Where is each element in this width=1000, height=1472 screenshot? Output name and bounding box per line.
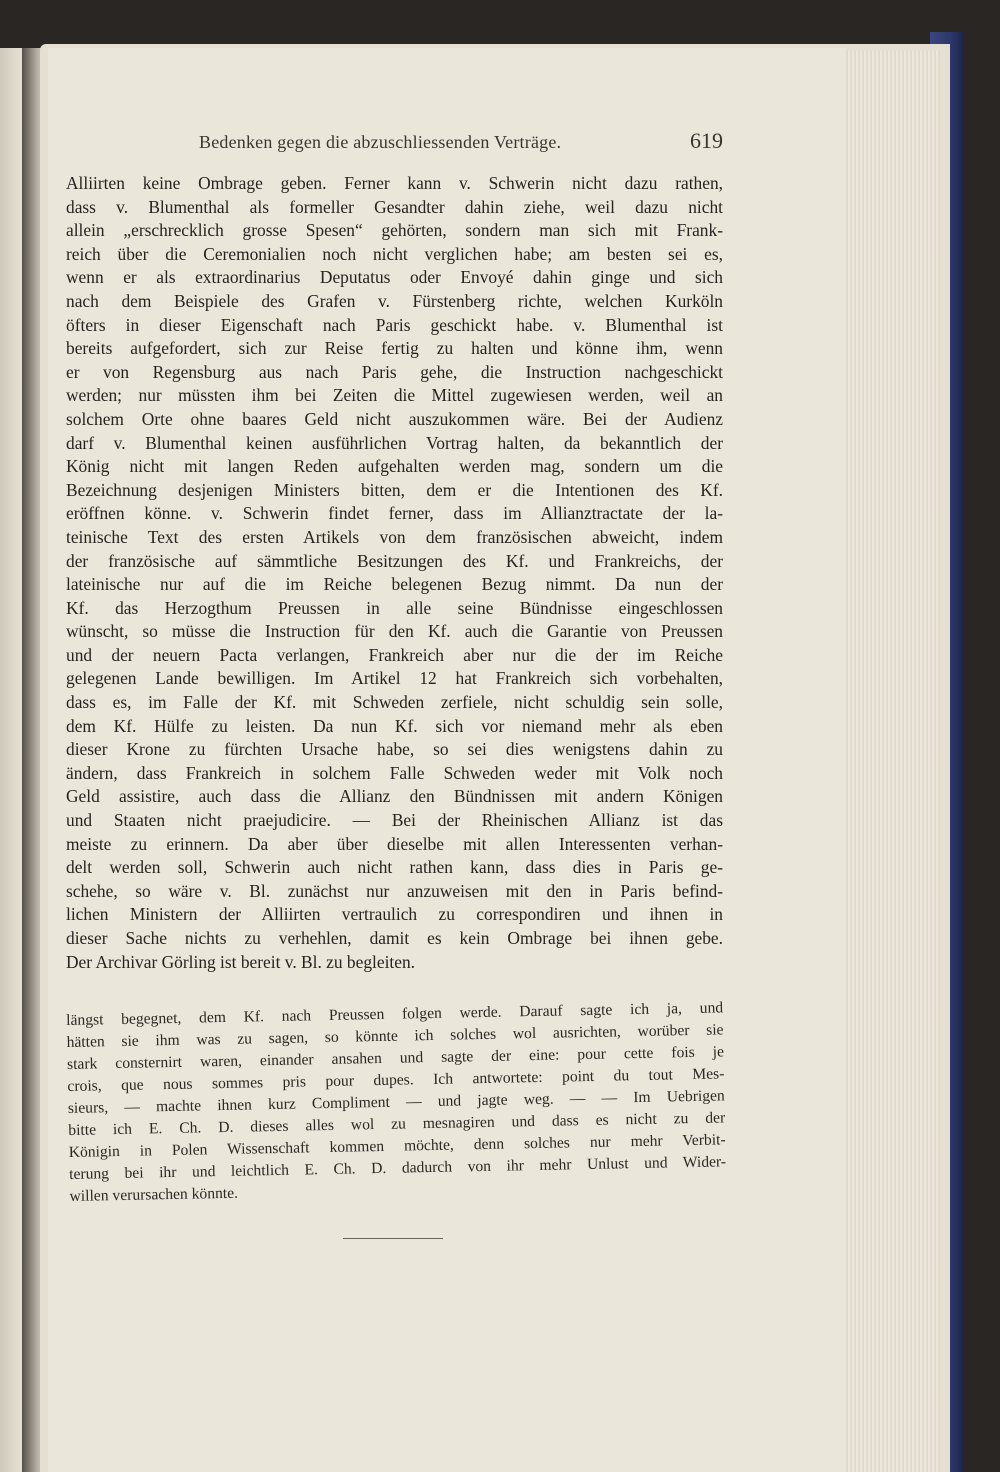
footnote-line: willen verursachen könnte. [69, 1184, 239, 1205]
text-line: bereits aufgefordert, sich zur Reise fertig zu halten und könne ihm, wenn [66, 338, 723, 359]
text-line: lateinische nur auf die im Reiche belegenen Bezug nimmt. Da nun der [66, 574, 723, 595]
text-line: wenn er als extraordinarius Deputatus oder Envoyé dahin ginge und sich [66, 267, 723, 288]
text-line: dass es, im Falle der Kf. mit Schweden zerfiele, nicht schuldig sein solle, [66, 692, 723, 713]
text-line: dieser Sache nichts zu verhehlen, damit es kein Ombrage bei ihnen gebe. [66, 928, 723, 948]
footnote-line: längst begegnet, dem Kf. nach Preussen folgen werde. Darauf sagte ich ja, und [66, 999, 724, 1029]
text-line: Alliirten keine Ombrage geben. Ferner kann v. Schwerin nicht dazu rathen, [66, 173, 723, 193]
text-line: eröffnen könne. v. Schwerin findet ferner, dass im Allianztractate der la- [66, 503, 723, 524]
text-line: gelegenen Lande bewilligen. Im Artikel 12 hat Frankreich sich vorbehalten, [66, 668, 723, 689]
text-line: ändern, dass Frankreich in solchem Falle Schweden weder mit Volk noch [66, 762, 723, 783]
footnote-line: stark consternirt waren, einander ansahen und sagte der eine: pour cette fois je [66, 1043, 725, 1073]
running-head [199, 128, 723, 158]
footnote [66, 997, 727, 1208]
footnote-line: terung bei ihr und leichtlich E. Ch. D. dadurch von ihr mehr Unlust und Wider- [68, 1153, 727, 1183]
text-line: dem Kf. Hülfe zu leisten. Da nun Kf. sich vor niemand mehr als eben [66, 715, 723, 736]
footnote-line: crois, que nous sommes pris pour dupes. Ich antwortete: point du tout Mes- [67, 1065, 725, 1095]
text-line: dieser Krone zu fürchten Ursache habe, so sei dies wenigstens dahin zu [66, 739, 723, 760]
main-text [66, 172, 723, 974]
page-stack-edges [840, 50, 940, 1472]
text-line: und der neuern Pacta verlangen, Frankreich aber nur die der im Reiche [66, 644, 723, 665]
text-line: meiste zu erinnern. Da aber über dieselbe mit allen Interessenten verhan- [66, 833, 723, 854]
previous-page-edge [0, 48, 22, 1472]
page-number: 619 [690, 128, 723, 153]
text-line: König nicht mit langen Reden aufgehalten werden mag, sondern um die [66, 456, 723, 477]
text-line: werden; nur müssten ihm bei Zeiten die Mittel zugewiesen werden, weil an [66, 385, 723, 406]
text-line: teinische Text des ersten Artikels von dem französischen abweicht, indem [66, 526, 723, 547]
text-line: delt werden soll, Schwerin auch nicht rathen kann, dass dies in Paris ge- [66, 857, 723, 878]
text-line: der französische auf sämmtliche Besitzungen des Kf. und Frankreichs, der [66, 550, 723, 571]
footnote-line: bitte ich E. Ch. D. dieses alles wol zu mesnagiren und dass es nicht zu der [68, 1109, 726, 1139]
footnote-line: Königin in Polen Wissenschaft kommen möchte, denn solches nur mehr Verbit- [68, 1131, 726, 1161]
text-line: dass v. Blumenthal als formeller Gesandter dahin ziehe, weil dazu nicht [66, 196, 723, 217]
footnote-line: hätten sie ihm was zu sagen, so könnte ich solches wol ausrichten, worüber sie [66, 1021, 724, 1051]
text-line: Kf. das Herzogthum Preussen in alle seine Bündnisse eingeschlossen [66, 597, 723, 618]
text-line: Der Archivar Görling ist bereit v. Bl. zu begleiten. [66, 951, 416, 972]
text-line: darf v. Blumenthal keinen ausführlichen Vortrag halten, da bekanntlich der [66, 432, 723, 453]
text-line: lichen Ministern der Alliirten vertraulich zu correspondiren und ihnen in [66, 904, 723, 925]
text-line: solchem Orte ohne baares Geld nicht auszukommen wäre. Bei der Audienz [66, 408, 723, 429]
text-line: wünscht, so müsse die Instruction für den Kf. auch die Garantie von Preussen [66, 621, 723, 642]
text-line: er von Regensburg aus nach Paris gehe, die Instruction nachgeschickt [66, 361, 723, 382]
text-line: nach dem Beispiele des Grafen v. Fürstenberg richte, welchen Kurköln [66, 290, 723, 311]
text-line: öfters in dieser Eigenschaft nach Paris geschickt habe. v. Blumenthal ist [66, 314, 723, 335]
text-line: allein „erschrecklich grosse Spesen“ gehörten, sondern man sich mit Frank- [66, 220, 723, 241]
footnote-line: sieurs, — machte ihnen kurz Compliment — und jagte weg. — — Im Uebrigen [67, 1087, 725, 1117]
text-line: schehe, so wäre v. Bl. zunächst nur anzuweisen mit den in Paris befind- [66, 880, 723, 901]
text-line: Bezeichnung desjenigen Ministers bitten, dem er die Intentionen des Kf. [66, 479, 723, 500]
running-title: Bedenken gegen die abzuschliessenden Verträge. [199, 132, 562, 152]
text-line: und Staaten nicht praejudicire. — Bei der Rheinischen Allianz ist das [66, 810, 723, 831]
text-line: Geld assistire, auch dass die Allianz den Bündnissen mit andern Königen [66, 786, 723, 807]
text-line: reich über die Ceremonialien noch nicht verglichen habe; am besten sei es, [66, 243, 723, 264]
section-rule [343, 1238, 443, 1239]
